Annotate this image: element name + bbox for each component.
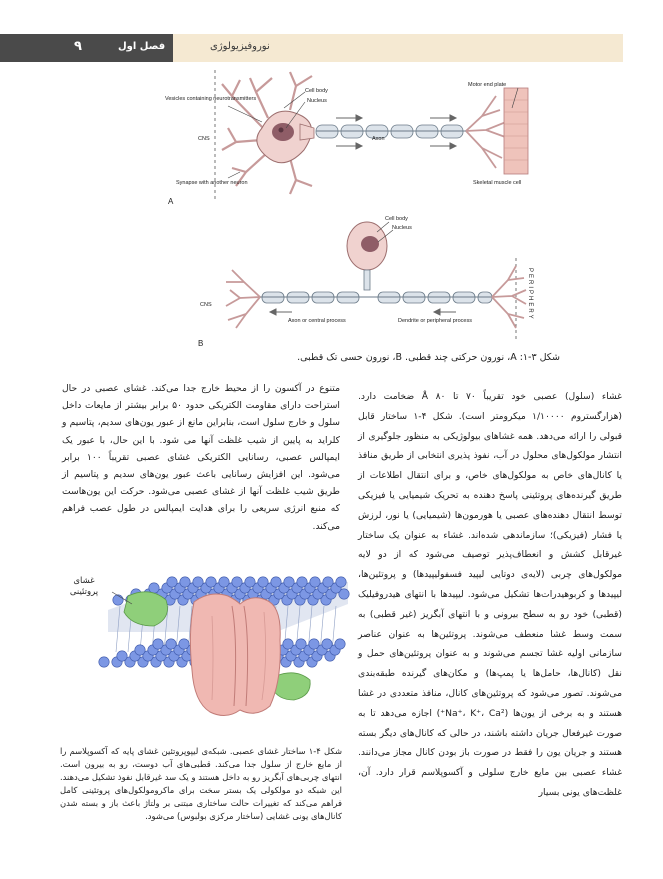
lipid-head xyxy=(232,577,242,587)
label-cell-body-b: Cell body xyxy=(385,216,408,222)
lipid-head xyxy=(113,595,123,605)
label-vesicles: Vesicles containing neurotransmitters xyxy=(165,96,257,102)
lipid-head xyxy=(336,577,346,587)
lipid-head xyxy=(99,657,109,667)
lipid-head xyxy=(283,639,293,649)
body-text-left: متنوع در آکسون را از محیط خارج جدا می‌کند. غشای عصبی در حال استراحت دارای مقاومت الکتریکی حدود ۵۰ برابر بیشتر از مایعات داخل سلول و خارج سلول است، بنابراین مانع از عبور یون‌های سدیم، پتاسیم و کلراید به پایین از شیب غلظت آنها می شود. با این حال، با عبور یک ایمپالس عصبی، رسانایی الکتریکی غشای عصبی تقریباً ۱۰۰ برابر می‌شود. این افزایش رسانایی باعث عبور یون‌های سدیم و پتاسیم از طریق شیب غلظت آنها از غشای عصبی می‌شود. حرکت این یون‌هاست که منبع انرژی سریعی را برای هدایت ایمپالس در طول عصب فراهم می‌کند. xyxy=(62,383,340,532)
lipid-head xyxy=(193,577,203,587)
lipid-head xyxy=(309,639,319,649)
label-axon-b: Axon or central process xyxy=(288,318,346,324)
lipid-head xyxy=(284,577,294,587)
nucleus-a xyxy=(272,123,294,141)
figure-a-letter: A xyxy=(168,197,174,206)
lipid-head xyxy=(297,577,307,587)
label-motor-end-plate: Motor end plate xyxy=(468,82,507,88)
label-cns-b: CNS xyxy=(200,302,212,308)
chapter-label: فصل اول xyxy=(118,41,166,52)
figure-b-letter: B xyxy=(198,339,204,348)
nucleus-b xyxy=(361,236,379,252)
lipid-head xyxy=(179,639,189,649)
lipid-head xyxy=(206,577,216,587)
lipid-head xyxy=(271,577,281,587)
figure-b xyxy=(198,216,533,348)
book-title: نوروفیزیولوژی xyxy=(210,41,270,52)
lipid-head xyxy=(219,577,229,587)
lipid-head xyxy=(167,577,177,587)
membrane-figure xyxy=(99,577,349,716)
lipid-head xyxy=(117,651,127,661)
figure-a xyxy=(165,70,528,206)
label-cns-a: CNS xyxy=(198,136,210,142)
label-dendrite-b: Dendrite or peripheral process xyxy=(398,318,472,324)
skeletal-muscle-cell xyxy=(504,88,528,174)
lipid-head xyxy=(149,583,159,593)
lipid-head xyxy=(296,639,306,649)
label-cell-body-a: Cell body xyxy=(305,88,328,94)
lipid-head xyxy=(166,639,176,649)
label-skeletal-muscle: Skeletal muscle cell xyxy=(473,180,522,186)
ion-channel-protein xyxy=(190,594,280,716)
lipid-head xyxy=(323,577,333,587)
lipid-head xyxy=(180,577,190,587)
label-synapse: Synapse with another neuron xyxy=(176,180,248,186)
lipid-head xyxy=(153,639,163,649)
lipid-head xyxy=(322,639,332,649)
membrane-caption: شکل ۴-۱ ساختار غشای عصبی. شبکه‌ی لیپوپروتئین غشای پایه که آکسوپلاسم را از مایع خارج از سلول جدا می‌کند. قطبی‌های آب دوست، رو به بیرون است. انتهای چربی‌های آبگریز رو به داخل هستند و یک سد غیرقابل نفوذ تشکیل می‌دهند. این شبکه دو مولکولی یک بستر سخت برای ماکرومولکول‌های پروتئینی کامل فراهم می‌کند که تغییرات حالت ساختاری مبتنی بر ولتاژ باعث باز و بسته شدن کانال‌های یونی غشایی (ساختار مرکزی بولبوس) می‌شود. xyxy=(60,746,342,822)
label-axon-a: Axon xyxy=(372,136,385,142)
label-periphery: PERIPHERY xyxy=(527,268,533,321)
lipid-head xyxy=(245,577,255,587)
lipid-head xyxy=(335,639,345,649)
membrane-protein-label: غشای پروتئینی xyxy=(69,576,99,597)
body-text-right: غشاء (سلول) عصبی خود تقریباً ۷۰ تا ۸۰ Å ضخامت دارد. (هزارگستروم ۱/۱۰۰۰۰ میکرومتر است). شکل ۴-۱ ساختار قابل قبولی را ارائه می‌دهد. همه غشاهای بیولوژیکی به منظور جلوگیری از انتشار مولکول‌های محلول در آب، نفوذ پذیری انتخابی از طریق منافذ یا کانال‌های خاص به مولکول‌های خاص، و برای انتقال اطلاعات از طریق گیرنده‌های پروتئینی پاسخ دهنده به تحریک شیمیایی یا فیزیکی توسط انتقال دهنده‌های عصبی یا هورمون‌ها (شیمیایی) یا نور، لرزش یا فشار (فیزیکی)؛ سازماندهی شده‌اند. غشاء به عنوان یک ساختار غیرقابل کشش و انعطاف‌پذیر توصیف می‌شود که از دو لایه مولکول‌های چربی (لایه‌ی دوتایی لیپید فسفولیپیدها) و پروتئین‌ها، لیپیدها و کربوهیدرات‌ها تشکیل می‌شود. لیپیدها با انتهای هیدروفیلیک (قطبی) خود رو به سطح بیرونی و با انتهای آبگریز (غیر قطبی) به سمت وسط غشا منعطف می‌شوند. پروتئین‌ها به عنوان عناصر سازمانی اولیه غشا تجسم می‌شوند و به عنوان پروتئین‌های حمل و نقل (کانال‌ها، حامل‌ها یا پمپ‌ها) و مکان‌های گیرنده طبقه‌بندی می‌شوند. تصور می‌شود که پروتئین‌های کانال، منافذ متعددی در غشا هستند و به برخی از یون‌ها (Na⁺، K⁺، Ca²⁺) اجازه می‌دهد تا به صورت غیرفعال جریان داشته باشند، در حالی که کانال‌های دیگر بسته هستند و جریان یون را فقط در صورت باز بودن کانال مجاز می‌دانند. غشاء عصبی بین مایع خارج سلولی و آکسوپلاسم قرار دارد. آن، غلظت‌های یونی بسیار xyxy=(358,391,623,798)
label-nucleus-b: Nucleus xyxy=(392,225,412,231)
lipid-head xyxy=(310,577,320,587)
page-number: ۹ xyxy=(74,39,82,54)
label-nucleus-a: Nucleus xyxy=(307,98,327,104)
lipid-head xyxy=(258,577,268,587)
figure-caption: شکل ۳-۱: A، نورون حرکتی چند قطبی. B، نورون حسی تک قطبی. xyxy=(297,352,560,363)
lipid-head xyxy=(135,645,145,655)
